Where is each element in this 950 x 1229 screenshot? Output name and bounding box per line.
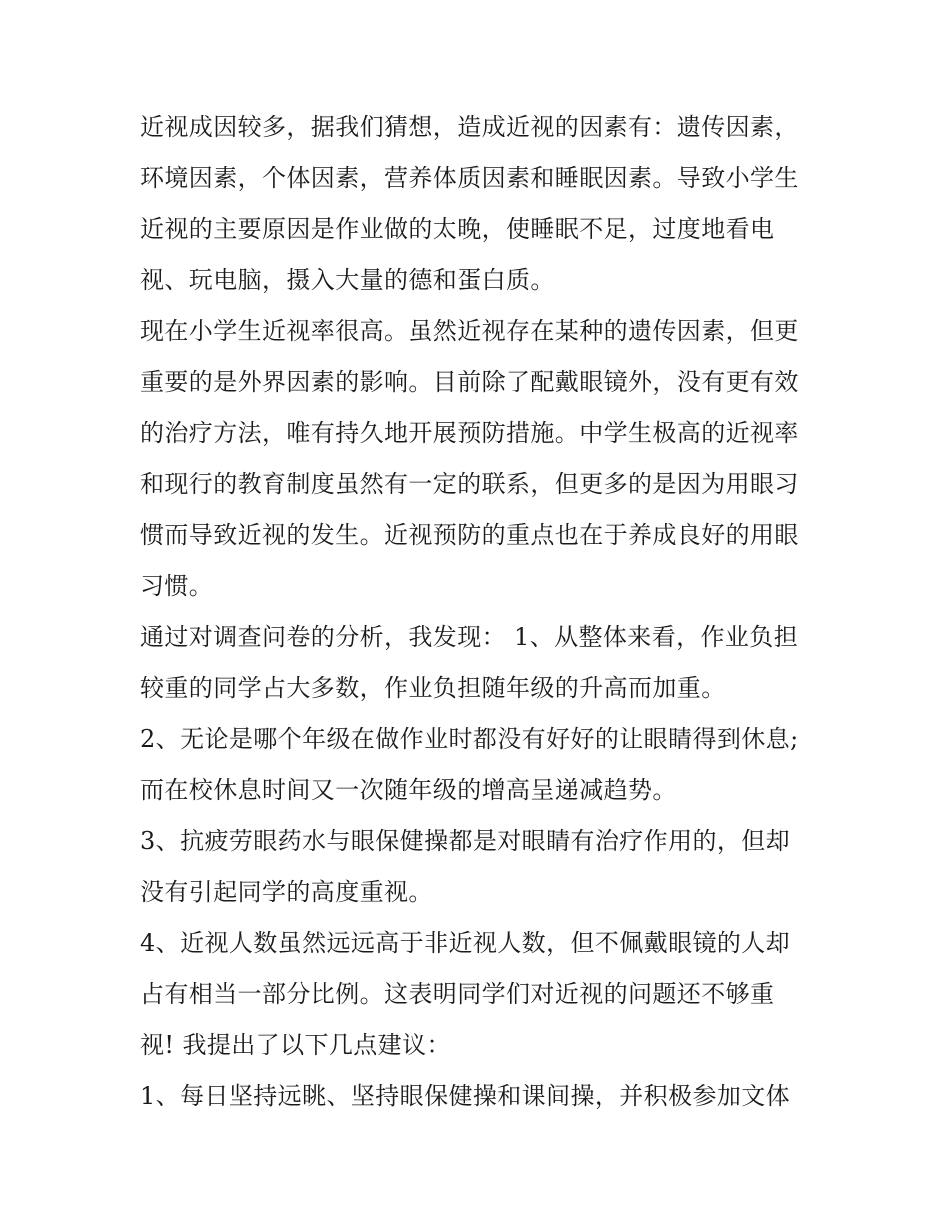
body-text xyxy=(140,102,820,1122)
text-line: 2、无论是哪个年级在做作业时都没有好好的让眼睛得到休息; xyxy=(140,725,799,753)
text-line: 4、近视人数虽然远远高于非近视人数，但不佩戴眼镜的人却 xyxy=(140,929,791,957)
text-line: 近视成因较多，据我们猜想，造成近视的因素有：遗传因素， xyxy=(140,113,799,141)
text-line: 习惯。 xyxy=(140,572,214,600)
text-line: 和现行的教育制度虽然有一定的联系，但更多的是因为用眼习 xyxy=(140,470,799,498)
text-line: 较重的同学占大多数，作业负担随年级的升高而加重。 xyxy=(140,674,726,702)
text-line: 视、玩电脑，摄入大量的德和蛋白质。 xyxy=(140,266,555,294)
text-line: 通过对调查问卷的分析，我发现： 1、从整体来看，作业负担 xyxy=(140,623,799,651)
text-line: 近视的主要原因是作业做的太晚，使睡眠不足，过度地看电 xyxy=(140,215,775,243)
text-line: 视! 我提出了以下几点建议： xyxy=(140,1031,451,1059)
text-line: 现在小学生近视率很高。虽然近视存在某种的遗传因素，但更 xyxy=(140,317,799,345)
text-line: 环境因素，个体因素，营养体质因素和睡眠因素。导致小学生 xyxy=(140,164,799,192)
text-line: 而在校休息时间又一次随年级的增高呈递减趋势。 xyxy=(140,776,677,804)
text-line: 占有相当一部分比例。这表明同学们对近视的问题还不够重 xyxy=(140,980,775,1008)
text-line: 1、每日坚持远眺、坚持眼保健操和课间操，并积极参加文体 xyxy=(140,1082,791,1110)
text-line: 的治疗方法，唯有持久地开展预防措施。中学生极高的近视率 xyxy=(140,419,799,447)
text-line: 重要的是外界因素的影响。目前除了配戴眼镜外，没有更有效 xyxy=(140,368,799,396)
text-line: 3、抗疲劳眼药水与眼保健操都是对眼睛有治疗作用的，但却 xyxy=(140,827,791,855)
text-line: 没有引起同学的高度重视。 xyxy=(140,878,433,906)
text-line: 惯而导致近视的发生。近视预防的重点也在于养成良好的用眼 xyxy=(140,521,799,549)
